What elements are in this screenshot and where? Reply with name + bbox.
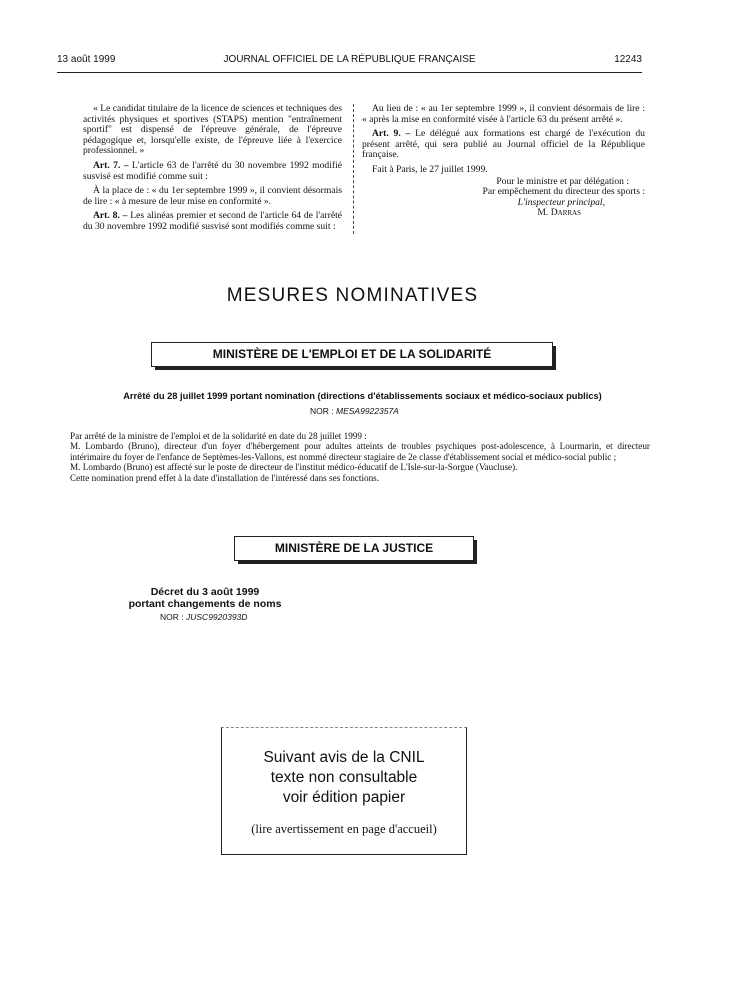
section-title: MESURES NOMINATIVES [226,285,479,306]
cnil-line-3: voir édition papier [282,789,406,806]
signature-line-2: Par empêchement du directeur des sports : [482,186,645,198]
arrete-body [70,431,650,483]
arrete-title: Arrêté du 28 juillet 1999 portant nomination (directions d'établissements sociaux et médico-sociaux publics) [123,391,602,401]
right-column [362,104,645,219]
article-9-label: Art. 9. – [372,128,411,140]
article-8-text: Les alinéas premier et second de l'article 64 de l'arrêté du 30 novembre 1992 modifié susvisé sont modifiés comme suit : [83,210,342,232]
article-9 [362,129,645,161]
header-page-number: 12243 [614,54,642,65]
header-date: 13 août 1999 [57,54,116,65]
page-header [57,52,642,68]
nor-arrete-code: MESA9922357A [336,406,399,416]
left-column [83,104,342,237]
arrete-paragraph-1: Par arrêté de la ministre de l'emploi et de la solidarité en date du 28 juillet 1999 : [70,431,367,441]
header-journal-title: JOURNAL OFFICIEL DE LA RÉPUBLIQUE FRANÇAISE [223,54,476,65]
left-paragraph-3: À la place de : « du 1er septembre 1999 », il convient désormais de lire : « à mesure de leur mise en conformité ». [83,185,342,207]
ministry-emploi-title: MINISTÈRE DE L'EMPLOI ET DE LA SOLIDARITÉ [212,347,492,361]
ministry-box-justice [234,536,474,561]
decret-title [120,587,290,610]
article-7-text: L'article 63 de l'arrêté du 30 novembre 1992 modifié susvisé est modifié comme suit : [83,159,342,182]
arrete-paragraph-3: M. Lombardo (Bruno) est affecté sur le poste de directeur de l'institut médico-éducatif de L'Isle-sur-la-Sorgue (Vaucluse). [70,462,518,473]
article-9-text: Le délégué aux formations est chargé de l'exécution du présent arrêté, qui sera publié au Journal officiel de la République française. [362,128,645,161]
nor-arrete-label: NOR : [310,406,334,416]
signature-line-1: Pour le ministre et par délégation : [496,175,629,187]
article-7 [83,161,342,182]
article-8-label: Art. 8. – [93,210,128,222]
header-rule [57,72,642,73]
nor-decret-code: JUSC9920393D [186,612,248,622]
left-paragraph-1: « Le candidat titulaire de la licence de sciences et techniques des activités physiques et sportives (STAPS) mention "entraînement sportif" est dispensé de l'épreuve générale, de l'épreuve pédagogique et, lorsqu'elle existe, de l'épreuve liée à l'exercice professionnel. » [83,103,342,157]
decret-line-1: Décret du 3 août 1999 [150,586,260,598]
signature-line-3: L'inspecteur principal, [517,196,605,208]
signature-name: M. Darras [537,207,581,219]
cnil-note: (lire avertissement en page d'accueil) [251,822,437,836]
cnil-notice-box [221,727,467,855]
fait-a-paris: Fait à Paris, le 27 juillet 1999. [372,163,488,175]
nor-arrete [310,406,399,416]
cnil-line-1: Suivant avis de la CNIL [263,749,425,766]
article-8 [83,211,342,232]
column-divider [353,104,354,234]
right-paragraph-1: Au lieu de : « au 1er septembre 1999 », il convient désormais de lire : « après la mise en conformité visée à l'article 63 du présent arrêté ». [362,103,645,125]
article-7-label: Art. 7. – [93,159,129,171]
nor-decret-label: NOR : [160,612,184,622]
ministry-box-emploi [151,342,553,367]
arrete-paragraph-2: M. Lombardo (Bruno), directeur d'un foyer d'hébergement pour adultes atteints de troubles psychiques post-adolescence, à Lourmarin, et directeur intérimaire du foyer de l'enfance de Septèmes-les-Vallons, est nommé directeur stagiaire de 2e classe d'établissement social et médico-social public ; [70,441,650,462]
cnil-line-2: texte non consultable [270,769,418,786]
decret-line-2: portant changements de noms [128,597,282,610]
arrete-paragraph-4: Cette nomination prend effet à la date d'installation de l'intéressé dans ses fonctions. [70,472,380,483]
nor-decret [160,612,247,622]
ministry-justice-title: MINISTÈRE DE LA JUSTICE [274,541,434,555]
